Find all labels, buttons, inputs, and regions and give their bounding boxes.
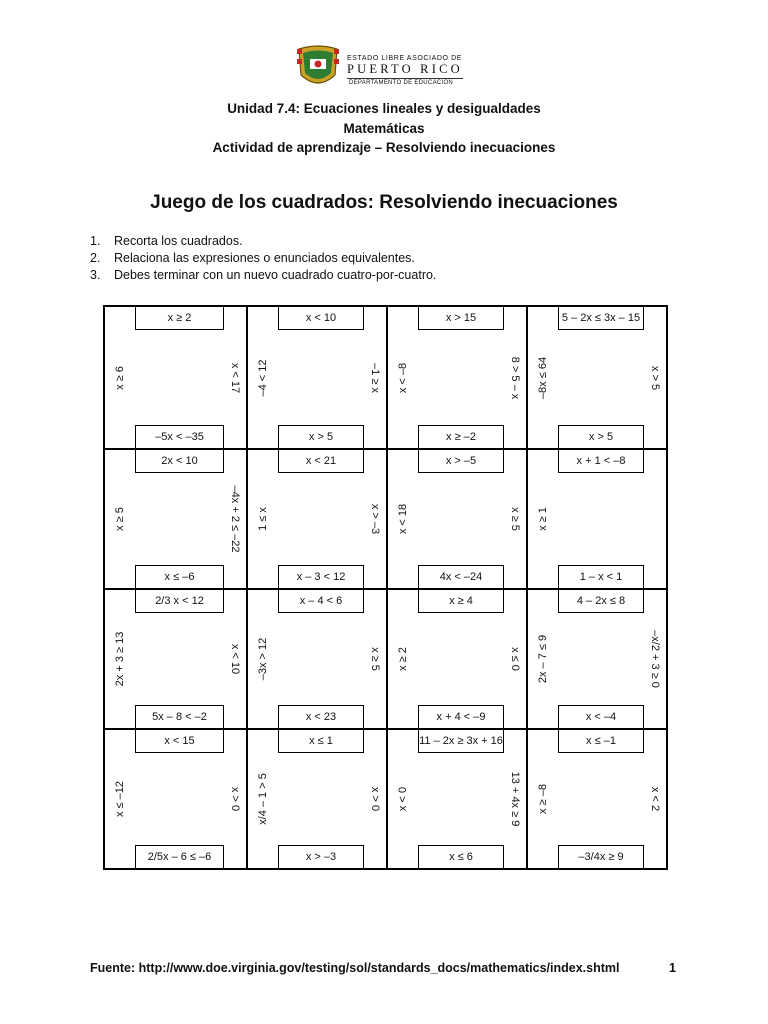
- square-top-expression: x ≥ 4: [418, 590, 504, 613]
- square-top-expression: x < 21: [278, 450, 364, 473]
- square-bottom-expression: x ≤ 6: [418, 845, 504, 868]
- square-top-expression: x + 1 < –8: [558, 450, 644, 473]
- activity-title: Actividad de aprendizaje – Resolviendo inecuaciones: [212, 140, 556, 155]
- square-bottom-expression: x ≤ –6: [135, 565, 224, 588]
- page-number: 1: [669, 961, 676, 975]
- puzzle-square: x + 1 < –8 x ≥ 1 1 – x < 1: [526, 448, 666, 588]
- square-top-expression: x ≤ –1: [558, 730, 644, 753]
- puzzle-square: 4 – 2x ≤ 8 2x – 7 ≤ 9 –x/2 + 3 ≥ 0 x < –4: [526, 588, 666, 728]
- square-bottom-expression: x < 23: [278, 705, 364, 728]
- puzzle-square: x ≥ 2 x ≥ 6 x < 17 –5x < –35: [105, 307, 246, 448]
- square-bottom-expression: 4x < –24: [418, 565, 504, 588]
- puzzle-square: x > –5 x < 18 x ≥ 5 4x < –24: [386, 448, 526, 588]
- square-bottom-expression: 2/5x – 6 ≤ –6: [135, 845, 224, 868]
- puerto-rico-seal-icon: [293, 45, 343, 91]
- square-bottom-expression: 5x – 8 < –2: [135, 705, 224, 728]
- square-bottom-expression: x < –4: [558, 705, 644, 728]
- puzzle-square: x < 21 1 ≤ x x > –3 x – 3 < 12: [246, 448, 386, 588]
- square-top-expression: x < 10: [278, 307, 364, 330]
- puzzle-square: x > 15 x < –8 8 > 5 – x x ≥ –2: [386, 307, 526, 448]
- puzzle-square: x < 10 –4 < 12 –1 ≥ x x > 5: [246, 307, 386, 448]
- puzzle-square: x ≥ 4 x ≥ 2 x ≤ 0 x + 4 < –9: [386, 588, 526, 728]
- square-bottom-expression: x > –3: [278, 845, 364, 868]
- square-bottom-expression: –5x < –35: [135, 425, 224, 448]
- puzzle-square: x – 4 < 6 –3x > 12 x ≥ 5 x < 23: [246, 588, 386, 728]
- square-top-expression: x ≥ 2: [135, 307, 224, 330]
- square-bottom-expression: x – 3 < 12: [278, 565, 364, 588]
- square-top-expression: x < 15: [135, 730, 224, 753]
- puzzle-square: 5 – 2x ≤ 3x – 15 –8x ≤ 64 x > 5 x > 5: [526, 307, 666, 448]
- instructions-list: [90, 233, 436, 284]
- instruction-item: 2. Relaciona las expresiones o enunciados equivalentes.: [90, 251, 415, 265]
- square-bottom-expression: 1 – x < 1: [558, 565, 644, 588]
- logo-line-3: DEPARTAMENTO DE EDUCACIÓN: [349, 80, 454, 86]
- logo-divider: [347, 78, 463, 79]
- subject-title: Matemáticas: [343, 121, 425, 136]
- puzzle-square: x < 15 x ≤ –12 x > 0 2/5x – 6 ≤ –6: [105, 728, 246, 868]
- square-bottom-expression: x > 5: [558, 425, 644, 448]
- instruction-item: 1. Recorta los cuadrados.: [90, 234, 243, 248]
- square-bottom-expression: –3/4x ≥ 9: [558, 845, 644, 868]
- source-footer: Fuente: http://www.doe.virginia.gov/testing/sol/standards_docs/mathematics/index.shtml: [90, 961, 620, 975]
- puzzle-square: x ≤ –1 x ≥ –8 x < 2 –3/4x ≥ 9: [526, 728, 666, 868]
- puzzle-grid: [103, 305, 668, 870]
- puzzle-square: x ≤ 1 x/4 – 1 > 5 x > 0 x > –3: [246, 728, 386, 868]
- pr-education-logo: [293, 45, 473, 91]
- puzzle-square: 2x < 10 x ≥ 5 –4x + 2 ≤ –22 x ≤ –6: [105, 448, 246, 588]
- unit-title: Unidad 7.4: Ecuaciones lineales y desigualdades: [227, 101, 541, 116]
- puzzle-square: 11 – 2x ≥ 3x + 16 x < 0 13 + 4x ≥ 9 x ≤ 6: [386, 728, 526, 868]
- instruction-item: 3. Debes terminar con un nuevo cuadrado cuatro-por-cuatro.: [90, 268, 437, 282]
- logo-line-1: ESTADO LIBRE ASOCIADO DE: [347, 55, 463, 62]
- square-bottom-expression: x ≥ –2: [418, 425, 504, 448]
- game-title: Juego de los cuadrados: Resolviendo inecuaciones: [150, 192, 618, 213]
- square-top-expression: x > 15: [418, 307, 504, 330]
- square-top-expression: x – 4 < 6: [278, 590, 364, 613]
- logo-line-2: PUERTO RICO: [347, 62, 463, 76]
- square-top-expression: 2x < 10: [135, 450, 224, 473]
- puzzle-square: 2/3 x < 12 2x + 3 ≥ 13 x < 10 5x – 8 < –2: [105, 588, 246, 728]
- square-top-expression: 4 – 2x ≤ 8: [558, 590, 644, 613]
- square-top-expression: 11 – 2x ≥ 3x + 16: [418, 730, 504, 753]
- square-top-expression: 5 – 2x ≤ 3x – 15: [558, 307, 644, 330]
- square-bottom-expression: x + 4 < –9: [418, 705, 504, 728]
- square-top-expression: x ≤ 1: [278, 730, 364, 753]
- square-bottom-expression: x > 5: [278, 425, 364, 448]
- square-top-expression: x > –5: [418, 450, 504, 473]
- square-top-expression: 2/3 x < 12: [135, 590, 224, 613]
